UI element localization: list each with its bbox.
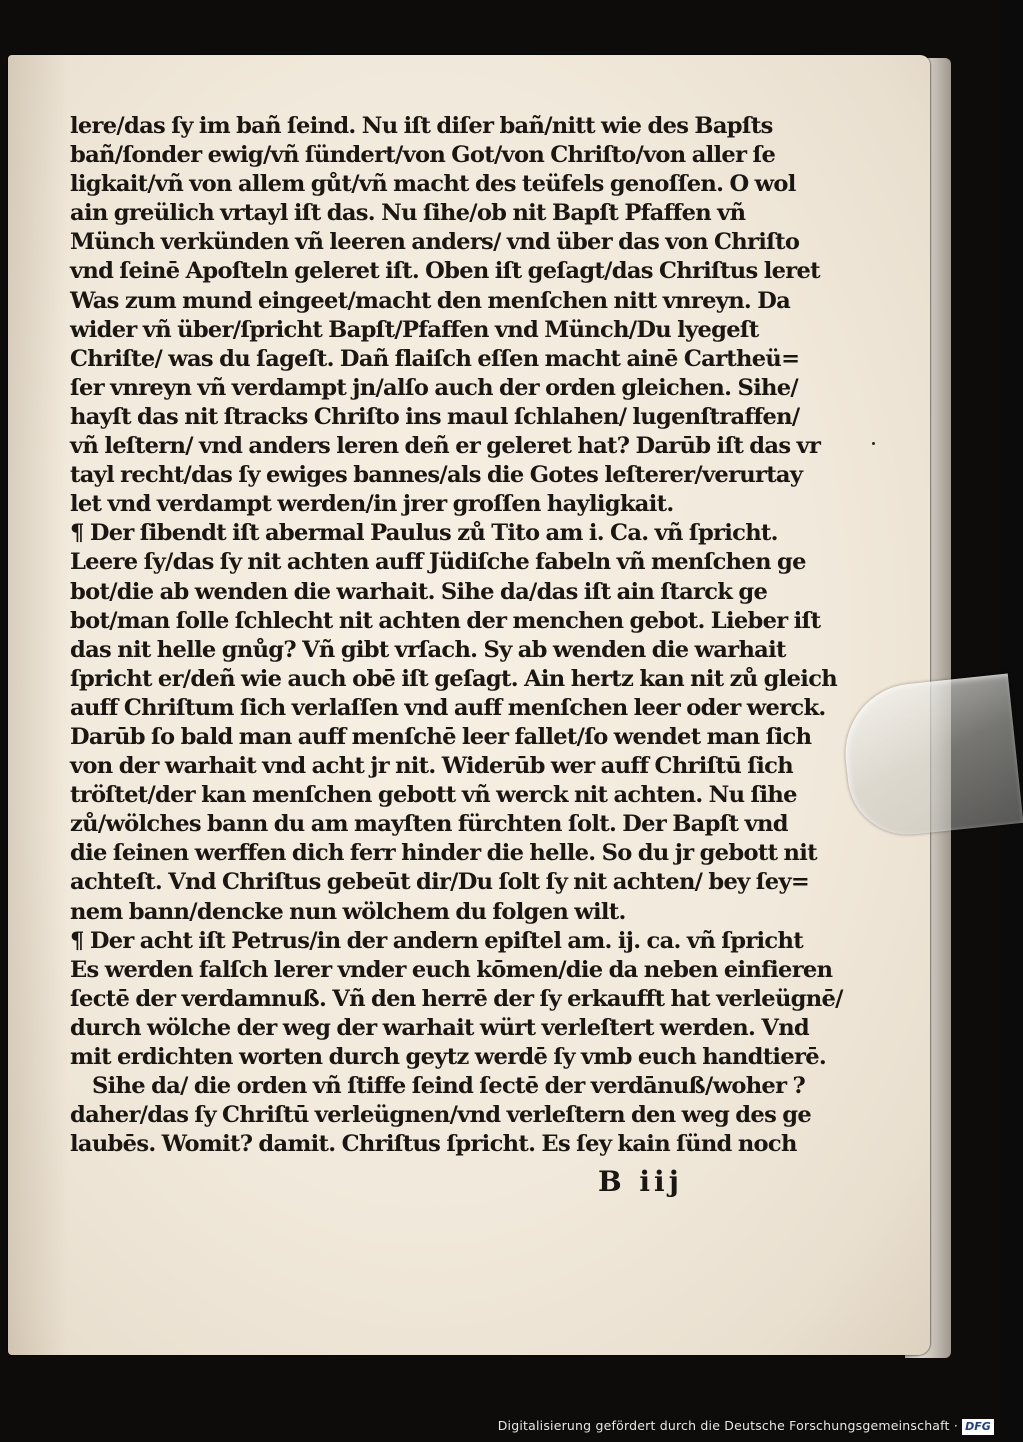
text-line: Es werden falſch lerer vnder euch kōmen/die da neben einfieren — [70, 956, 833, 983]
text-line: zů/wölches bann du am mayſten fürchten ſolt. Der Bapſt vnd — [70, 811, 788, 838]
text-line: Darūb ſo bald man auff menſchē leer fallet/ſo wendet man ſich — [70, 723, 812, 750]
text-line: ¶ Der ſibendt iſt abermal Paulus zů Tito am i. Ca. vñ ſpricht. — [70, 520, 778, 547]
text-line: Leere ſy/das ſy nit achten auff Jüdiſche fabeln vñ menſchen ge — [70, 549, 806, 576]
text-line: ſpricht er/deñ wie auch obē iſt geſagt. Ain hertz kan nit zů gleich — [70, 665, 837, 692]
ink-speck — [872, 442, 875, 445]
text-line: lere/das ſy im bañ ſeind. Nu iſt diſer bañ/nitt wie des Bapſts — [70, 113, 773, 139]
text-line: tayl recht/das ſy ewiges bannes/als die Gotes leſterer/verurtay — [70, 462, 803, 489]
text-line: Münch verkünden vñ leeren anders/ vnd über das von Chriſto — [70, 229, 800, 256]
text-line: durch wölche der weg der warhait würt verleſtert werden. Vnd — [70, 1014, 810, 1041]
text-line: ſectē der verdamnuß. Vñ den herrē der ſy erkaufft hat verleügnē/ — [70, 985, 843, 1012]
text-line: von der warhait vnd acht jr nit. Widerūb wer auff Chriſtū ſich — [70, 753, 793, 780]
dfg-logo: DFG — [962, 1419, 994, 1435]
text-line: daher/das ſy Chriſtū verleügnen/vnd verleſtern den weg des ge — [70, 1102, 812, 1129]
text-line: auff Chriſtum ſich verlaſſen vnd auff menſchen leer oder werck. — [70, 694, 826, 721]
text-line: mit erdichten worten durch geytz werdē ſy vmb euch handtierē. — [70, 1044, 827, 1070]
text-line: vnd ſeinē Apoſteln geleret iſt. Oben iſt geſagt/das Chriſtus leret — [70, 258, 820, 285]
page-text — [70, 112, 843, 1159]
text-line: hayſt das nit ſtracks Chriſto ins maul ſchlahen/ lugenſtraffen/ — [70, 403, 800, 430]
text-line: tröſtet/der kan menſchen gebott vñ werck nit achten. Nu ſihe — [70, 782, 797, 809]
text-line: bot/man ſolle ſchlecht nit achten der menchen gebot. Lieber iſt — [70, 607, 821, 634]
text-line: Chriſte/ was du ſageſt. Dañ flaiſch eſſen macht ainē Cartheü= — [70, 345, 800, 372]
text-line: vñ leſtern/ vnd anders leren deñ er geleret hat? Darūb iſt das vr — [70, 433, 821, 460]
signature-mark: B iij — [598, 1165, 683, 1198]
text-line: bot/die ab wenden die warhait. Sihe da/das iſt ain ſtarck ge — [70, 578, 768, 605]
footer-bar — [0, 1414, 1000, 1442]
footer-credit: Digitalisierung gefördert durch die Deutsche Forschungsgemeinschaft · — [497, 1418, 958, 1433]
text-line: die ſeinen werffen dich ferr hinder die helle. So du jr gebott nit — [70, 840, 817, 867]
text-line: bañ/ſonder ewig/vñ ſündert/von Got/von Chriſto/von aller ſe — [70, 142, 776, 169]
text-line: ſer vnreyn vñ verdampt jn/alſo auch der orden gleichen. Sihe/ — [70, 374, 798, 401]
book-page — [8, 55, 930, 1355]
text-line: let vnd verdampt werden/in jrer groſſen hayligkait. — [70, 491, 674, 518]
text-line: nem bann/dencke nun wölchem du folgen wilt. — [70, 898, 626, 925]
text-line: achteſt. Vnd Chriſtus gebeūt dir/Du ſolt ſy nit achten/ bey ſey= — [70, 869, 810, 896]
text-line: ligkait/vñ von allem gůt/vñ macht des teüfels genoſſen. O wol — [70, 171, 796, 198]
text-line: das nit helle gnůg? Vñ gibt vrſach. Sy ab wenden die warhait — [70, 636, 786, 663]
text-line: ain greülich vrtayl iſt das. Nu ſihe/ob nit Bapſt Pfaffen vñ — [70, 200, 746, 227]
gutter-shadow — [8, 55, 68, 1355]
text-line: Sihe da/ die orden vñ ſtiffe ſeind ſectē der verdānuß/woher ? — [92, 1073, 806, 1100]
text-line: Was zum mund eingeet/macht den menſchen nitt vnreyn. Da — [70, 287, 791, 314]
text-line: ¶ Der acht iſt Petrus/in der andern epiſtel am. ij. ca. vñ ſpricht — [70, 927, 803, 954]
text-line: laubēs. Womit? damit. Chriſtus ſpricht. Es ſey kain ſünd noch — [70, 1131, 797, 1158]
text-line: wider vñ über/ſpricht Bapſt/Pfaffen vnd Münch/Du lyegeſt — [70, 316, 759, 343]
